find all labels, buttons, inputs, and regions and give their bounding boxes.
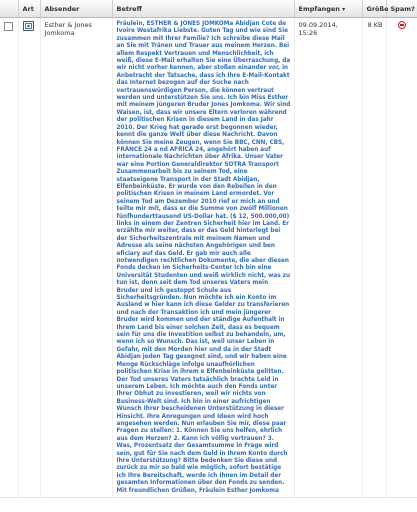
art-cell [18, 18, 40, 498]
message-size: 8 KB [362, 18, 386, 498]
header-art[interactable]: Art [18, 0, 40, 18]
spam-cell [386, 18, 417, 498]
header-groesse[interactable]: Größe [362, 0, 386, 18]
header-betreff[interactable]: Betreff [112, 0, 294, 18]
header-empfangen-label: Empfangen [298, 4, 340, 13]
spam-blocked-icon[interactable] [398, 21, 406, 29]
subject-link[interactable]: Fräulein, ESTHER & JONES JOMKOMa Abidjan Cote de Ivoire Westafrika Liebste. Guten Tag und wie sind Sie zusammen mit Ihrer Familie? Ich schreibe diese Mail an Sie mit Tränen und Trauer aus meinem Herzen. Bei allem Respekt Vertrauen und Menschlichkeit, ich weiß, diese E-Mail erhalten Sie eine Überraschung, da wir nicht vorher kennen, aber stoßen einander vor, in Anbetracht der Tatsache, dass ich Ihre E-Mail-Kontakt das Internet bezogen auf der Suche nach vertrauenswürdigen Person, die können vertraut werden und unterstützen Sie uns. Ich bin Miss Esther mit meinem jüngeren Bruder Jones Jomkoma. Wir sind Waisen, ist, dass wir unsere Eltern verloren während der politischen Krisen in diesem Land in das Jahr 2010. Der Krieg hat gerade erst begonnen wieder, kennt die ganze Welt über diese Nachricht. Davon können Sie meine Zeugen, wenn Sie BBC, CNN, CBS, FRANCE 24 a nd AFRICA 24, angehört haben auf internationale Nachrichten über Afrika. Unser Vater war eine Portion Generaldirektor SOTRA Transport Zusammenarbeit bis zu seinem Tod, eine staatseigene Transport in der Stadt Abidjan, Elfenbeinküste. Er wurde von den Rebellen in den politischen Krisen in meinem Land ermordet. Vor seinem Tod am Dezember 2010 rief er mich an und teilte mir mit, dass er die Summe von zwölf Millionen fünfhunderttausend US-Dollar hat. ($ 12, 500.000,00) links in einem der Zentren Sicherheit hier im Land. Er erzählte mir weiter, dass er das Geld hinterlegt bei der Sicherheitszentrale mit meinem Namen und Adresse als seine nächsten Angehörigen und ben eficiary auf das Geld. Er gab mir auch alle notwendigen rechtlichen Dokumente, die aber diesen Fonds decken im Sicherheits-Center Ich bin eine Universität Studenten und weiß wirklich nicht, was zu tun ist, denn seit dem Tod unseres Vaters mein Bruder und ich gestoppt Schule aus Sicherheitsgründen. Nun möchte ich ein Konto im Ausland w hier kann ich diese Gelder zu transferieren und nach der Transaktion ich und mein jüngerer Bruder wird kommen und der ständige Aufenthalt in Ihrem Land bis einer solchen Zeit, dass es bequem sein für uns die Investition selbst zu behandeln, um, wenn ich so Wunsch. Das ist, weil unser Leben in Gefahr, mit den Morden hier und da in der Stadt Abidjan jeden Tag gesegnet sind, und wir haben eine Menge Rückschläge infolge unaufhörlichen politischen Krise in ihrem e Elfenbeinküste gelitten. Der Tod unseres Vaters tatsächlich brachte Leid in unserem Leben. Ich möchte auch den Fonds unter Ihrer Obhut zu investieren, weil wir nichts von Business-Welt sind. Ich bin in einer aufrichtigen Wunsch Ihrer bescheidenen Unterstützung in dieser Hinsicht. Ihre Anregungen und Ideen wird hoch angesehen werden. Nun erlauben Sie mir, diese paar Fragen zu stellen: 1. Können Sie uns helfen, ehrlich aus dem Herzen? 2. Kann ich völlig vertrauen? 3. Was, Prozentsatz der Gesamtsumme in Frage wird sein, gut für Sie nach dem Geld in Ihrem Konto durch Ihre Unterstützung? Bitte bedenken Sie diese und zurück zu mir so bald wie möglich, sofort bestätige ich Ihre Bereitschaft, werde ich Ihnen im Detail der gesamten Informationen über den Fonds zu senden. Mit freundlichen Grüßen, Fräulein Esther Jomkoma [116, 21, 291, 494]
table-row[interactable] [0, 18, 417, 498]
select-cell [0, 18, 18, 498]
sort-descending-icon: ▾ [342, 5, 346, 13]
header-spam[interactable]: Spam? [386, 0, 417, 18]
header-empfangen[interactable] [294, 0, 362, 18]
received-date: 09.09.2014, 15:26 [294, 18, 362, 498]
sender-cell[interactable]: Esther & Jones Jomkoma [40, 18, 112, 498]
row-checkbox[interactable] [4, 22, 13, 31]
table-header [0, 0, 417, 18]
header-absender[interactable]: Absender [40, 0, 112, 18]
subject-cell[interactable] [112, 18, 294, 498]
mail-attachment-icon [23, 21, 34, 31]
header-select [0, 0, 18, 18]
